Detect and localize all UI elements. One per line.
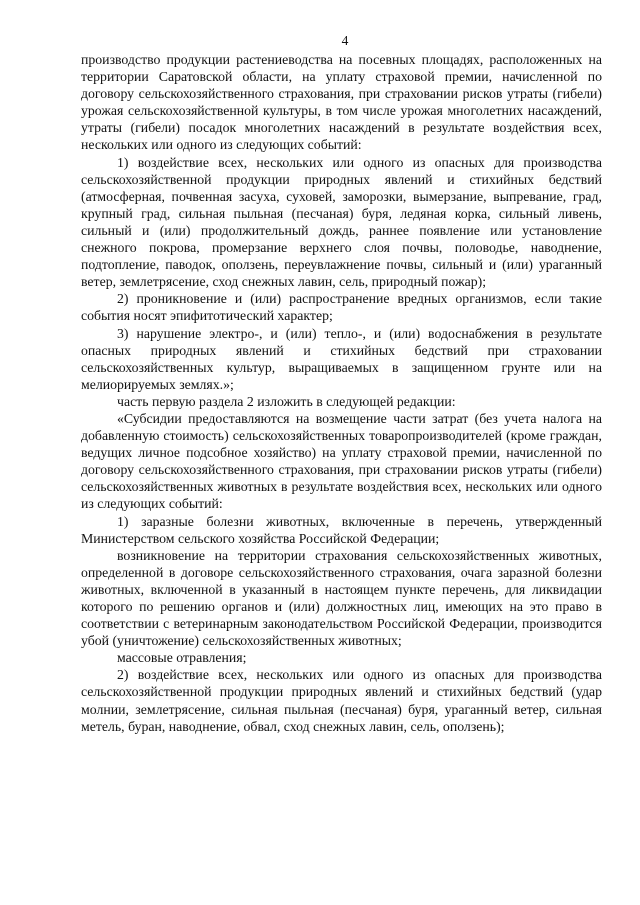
- paragraph: 1) воздействие всех, нескольких или одного из опасных для производства сельскохозяйственной продукции природных явлений и стихийных бедствий (атмосферная, почвенная засуха, суховей, заморозки, вымерзание, выпревание, град, крупный град, сильная пыльная (песчаная) буря, ледяная корка, сильный ливень, сильный и (или) продолжительный дождь, раннее появление или установление снежного покрова, промерзание верхнего слоя почвы, половодье, наводнение, подтопление, паводок, оползень, переувлажнение почвы, сильный и (или) ураганный ветер, землетрясение, сход снежных лавин, сель, природный пожар);: [81, 154, 602, 290]
- paragraph: массовые отравления;: [117, 650, 247, 666]
- paragraph: «Субсидии предоставляются на возмещение части затрат (без учета налога на добавленную стоимость) сельскохозяйственных товаропроизводителей (кроме граждан, ведущих личное подсобное хозяйство) на уплату страховой премии, начисленной по договору сельскохозяйственного страхования, при страховании рисков утраты (гибели) сельскохозяйственных животных в результате воздействия всех, нескольких или одного из следующих событий:: [81, 410, 602, 512]
- paragraph: 3) нарушение электро-, и (или) тепло-, и (или) водоснабжения в результате опасных природных явлений и стихийных бедствий при страховании сельскохозяйственных культур, выращиваемых в защищенном грунте или на мелиорируемых землях.»;: [81, 325, 602, 392]
- paragraph: 1) заразные болезни животных, включенные в перечень, утвержденный Министерством сельского хозяйства Российской Федерации;: [81, 513, 602, 546]
- paragraph: возникновение на территории страхования сельскохозяйственных животных, определенной в договоре сельскохозяйственного страхования, очага заразной болезни животных, включенной в указанный в настоящем пункте перечень, для ликвидации которого по решению органов и (или) должностных лиц, имеющих на это право в соответствии с ветеринарным законодательством Российской Федерации, производится убой (уничтожение) сельскохозяйственных животных;: [81, 547, 602, 649]
- paragraph: часть первую раздела 2 изложить в следующей редакции:: [117, 393, 456, 409]
- paragraph: 2) проникновение и (или) распространение вредных организмов, если такие события носят эпифитотический характер;: [81, 291, 602, 324]
- document-body: [81, 51, 602, 735]
- paragraph: производство продукции растениеводства на посевных площадях, расположенных на территории Саратовской области, на уплату страховой премии, начисленной по договору сельскохозяйственного страхования, при страховании рисков утраты (гибели) урожая сельскохозяйственной культуры, в том числе урожая многолетних насаждений, утраты (гибели) посадок многолетних насаждений в результате воздействия всех, нескольких или одного из следующих событий:: [81, 52, 602, 153]
- paragraph: 2) воздействие всех, нескольких или одного из опасных для производства сельскохозяйственной продукции природных явлений и стихийных бедствий (удар молнии, землетрясение, сильная пыльная (песчаная) буря, ураганный ветер, сильная метель, буран, наводнение, обвал, сход снежных лавин, сель, оползень);: [81, 667, 602, 734]
- page-number: 4: [341, 33, 349, 48]
